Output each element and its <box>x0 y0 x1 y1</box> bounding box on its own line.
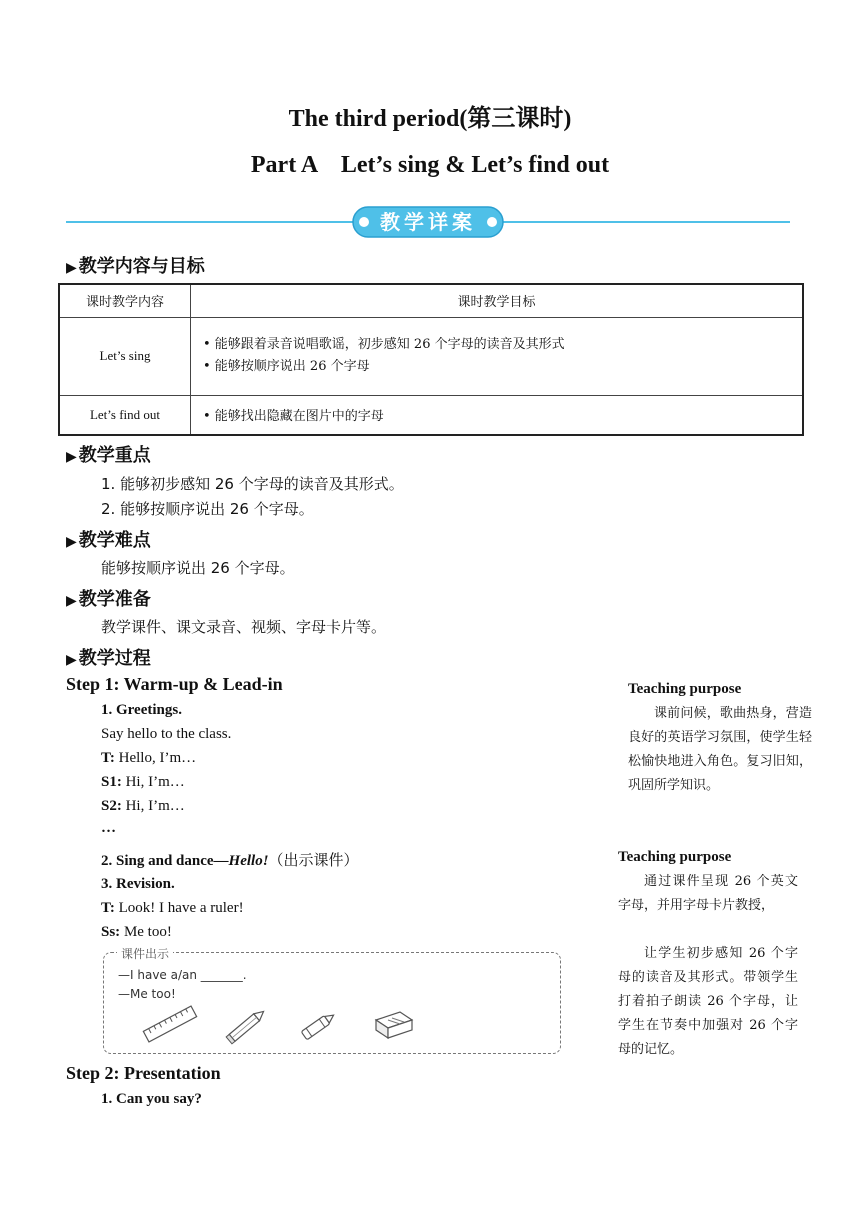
page-title: The third period(第三课时) <box>288 106 572 132</box>
say-hello-text: Say hello to the class. <box>101 726 232 742</box>
revision-heading: 3. Revision. <box>101 876 175 892</box>
key-point-2: 2. 能够按顺序说出 26 个字母。 <box>101 500 314 518</box>
courseware-line-1: —I have a/an _______. <box>118 968 247 982</box>
teaching-purpose-title: Teaching purpose <box>628 681 742 697</box>
dialog-line: Ss: Me too! <box>101 924 172 940</box>
ruler-icon <box>140 1004 200 1044</box>
triangle-icon: ▶ <box>66 593 77 609</box>
teaching-purpose-body: 课前问候，歌曲热身，营造良好的英语学习氛围，使学生轻松愉快地进入角色。复习旧知，巩固所学知识。 <box>628 706 812 793</box>
section-content-goals: ▶ 教学内容与目标 <box>66 256 205 277</box>
teaching-purpose-title: Teaching purpose <box>618 849 732 865</box>
table-cell-content: Let’s sing <box>59 317 191 395</box>
section-process: ▶ 教学过程 <box>66 648 151 669</box>
sing-dance-line: 2. Sing and dance—Hello!（出示课件） <box>101 851 359 869</box>
pencil-icon <box>222 1006 272 1046</box>
can-you-say-heading: 1. Can you say? <box>101 1091 202 1107</box>
table-cell-content: Let’s find out <box>59 395 191 435</box>
dialog-line: T: Look! I have a ruler! <box>101 900 244 916</box>
table-header-row <box>59 284 803 317</box>
crayon-icon <box>295 1008 341 1044</box>
greetings-heading: 1. Greetings. <box>101 702 182 718</box>
section-key-points: ▶ 教学重点 <box>66 445 151 466</box>
courseware-line-2: —Me too! <box>118 987 176 1001</box>
triangle-icon: ▶ <box>66 449 77 465</box>
key-point-1: 1. 能够初步感知 26 个字母的读音及其形式。 <box>101 475 404 493</box>
goals-table <box>58 283 804 436</box>
section-difficulties: ▶ 教学难点 <box>66 530 151 551</box>
dialog-line: S1: Hi, I’m… <box>101 774 185 790</box>
dialog-ellipsis: … <box>101 820 116 836</box>
section-preparation: ▶ 教学准备 <box>66 589 151 610</box>
table-header-goals: 课时教学目标 <box>191 284 804 317</box>
difficulty-text: 能够按顺序说出 26 个字母。 <box>101 559 295 577</box>
page-subtitle: Part A Let’s sing & Let’s find out <box>250 152 610 178</box>
triangle-icon: ▶ <box>66 534 77 550</box>
triangle-icon: ▶ <box>66 260 77 276</box>
step1-title: Step 1: Warm-up & Lead-in <box>66 674 283 694</box>
courseware-label: 课件出示 <box>117 945 173 962</box>
table-cell-goals: • 能够找出隐藏在图片中的字母 <box>191 395 804 435</box>
step2-title: Step 2: Presentation <box>66 1063 221 1083</box>
preparation-text: 教学课件、课文录音、视频、字母卡片等。 <box>101 618 387 636</box>
teaching-purpose-body: 让学生初步感知 26 个字母的读音及其形式。带领学生打着拍子朗读 26 个字母，让学生在节奏中加强对 26 个字母的记忆。 <box>618 946 798 1057</box>
table-cell-goals: • 能够跟着录音说唱歌谣，初步感知 26 个字母的读音及其形式 • 能够按顺序说出 26 个字母 <box>191 317 804 395</box>
banner-text: 教学详案 <box>380 210 476 234</box>
dialog-line: T: Hello, I’m… <box>101 750 197 766</box>
triangle-icon: ▶ <box>66 652 77 668</box>
table-row <box>59 395 803 435</box>
table-header-content: 课时教学内容 <box>59 284 191 317</box>
teaching-purpose-body: 通过课件呈现 26 个英文字母，并用字母卡片教授， <box>618 874 798 913</box>
table-row <box>59 317 803 395</box>
eraser-icon <box>370 1006 418 1044</box>
dialog-line: S2: Hi, I’m… <box>101 798 185 814</box>
